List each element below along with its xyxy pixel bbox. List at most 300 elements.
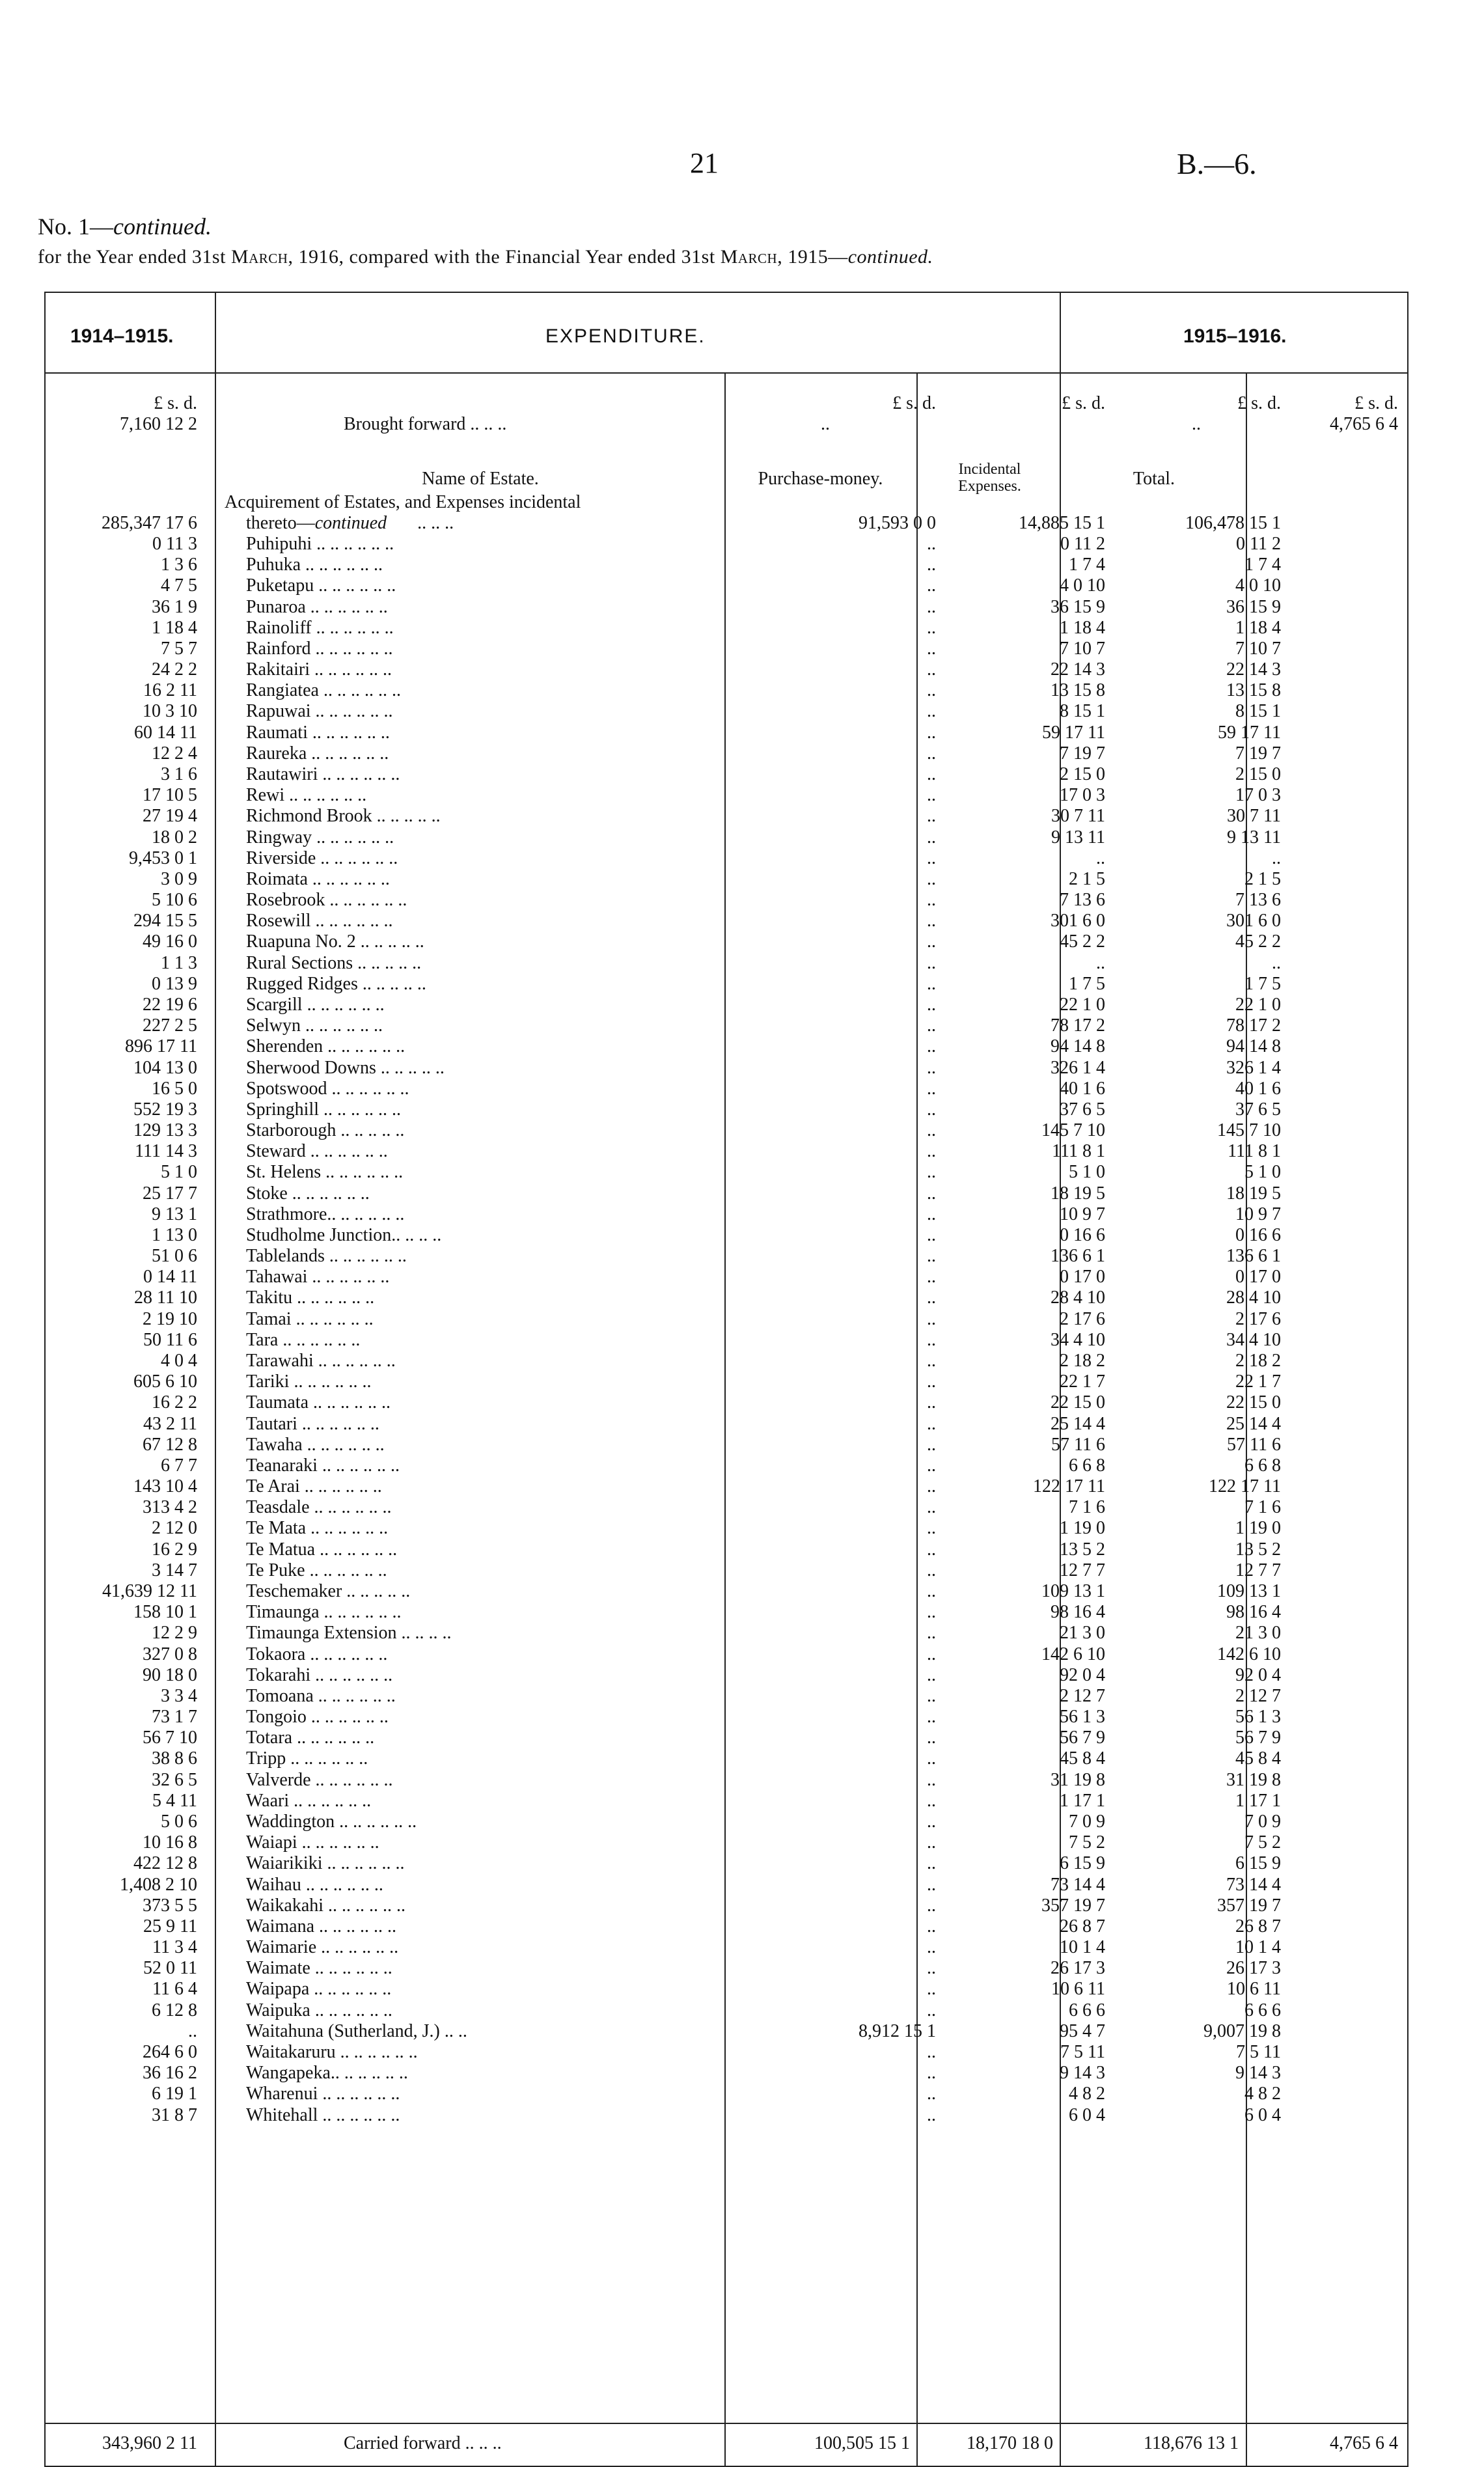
row-prev-value: 552 19 3 bbox=[133, 1099, 197, 1120]
row-total: 2 1 5 bbox=[1244, 868, 1281, 889]
row-estate-name: Waihau .. .. .. .. .. .. bbox=[246, 1874, 383, 1895]
row-purchase-money: .. bbox=[927, 1581, 936, 1601]
table-row bbox=[44, 1602, 1408, 1623]
table-row bbox=[44, 1665, 1408, 1686]
row-estate-name: Tripp .. .. .. .. .. .. bbox=[246, 1748, 368, 1769]
table-row bbox=[44, 2021, 1408, 2042]
row-estate-name: Teschemaker .. .. .. .. .. bbox=[246, 1581, 411, 1601]
row-estate-name: Taumata .. .. .. .. .. .. bbox=[246, 1392, 391, 1413]
row-incidental-expenses: 10 1 4 bbox=[1060, 1937, 1105, 1958]
row-total: 37 6 5 bbox=[1235, 1099, 1281, 1120]
row-estate-name: Valverde .. .. .. .. .. .. bbox=[246, 1769, 393, 1790]
row-estate-name: Springhill .. .. .. .. .. .. bbox=[246, 1099, 402, 1120]
row-incidental-expenses: 326 1 4 bbox=[1051, 1057, 1105, 1078]
row-purchase-money: .. bbox=[927, 617, 936, 638]
lsd-incidental: £ s. d. bbox=[1062, 393, 1105, 413]
row-total: 0 11 2 bbox=[1236, 534, 1281, 554]
row-incidental-expenses: 45 2 2 bbox=[1060, 931, 1105, 952]
row-incidental-expenses: 7 5 11 bbox=[1060, 2041, 1105, 2062]
row-purchase-money: .. bbox=[927, 638, 936, 659]
row-estate-name: Sherwood Downs .. .. .. .. .. bbox=[246, 1057, 445, 1078]
table-row bbox=[44, 1015, 1408, 1036]
row-incidental-expenses: 2 18 2 bbox=[1060, 1351, 1105, 1371]
row-purchase-money: .. bbox=[927, 1916, 936, 1936]
row-prev-value: 28 11 10 bbox=[134, 1288, 197, 1308]
row-incidental-expenses: 22 1 0 bbox=[1060, 994, 1105, 1015]
row-incidental-expenses: 9 14 3 bbox=[1060, 2063, 1105, 2084]
row-total: 357 19 7 bbox=[1217, 1895, 1281, 1916]
table-row bbox=[44, 1707, 1408, 1728]
row-estate-name: Roimata .. .. .. .. .. .. bbox=[246, 868, 390, 889]
carried-forward-incidental: 18,170 18 0 bbox=[967, 2433, 1053, 2453]
row-purchase-money: .. bbox=[927, 1769, 936, 1790]
row-purchase-money: .. bbox=[927, 659, 936, 680]
row-incidental-expenses: 1 7 5 bbox=[1069, 973, 1105, 994]
row-total: 2 18 2 bbox=[1235, 1351, 1281, 1371]
table-row bbox=[44, 1770, 1408, 1791]
table-row bbox=[44, 848, 1408, 869]
row-incidental-expenses: 6 6 8 bbox=[1069, 1455, 1105, 1476]
row-total: 6 0 4 bbox=[1244, 2104, 1281, 2125]
row-prev-value: 9 13 1 bbox=[152, 1204, 197, 1224]
row-prev-value: 373 5 5 bbox=[143, 1895, 197, 1916]
table-row bbox=[44, 890, 1408, 911]
row-total: 31 19 8 bbox=[1226, 1769, 1281, 1790]
table-row bbox=[44, 827, 1408, 848]
row-prev-value: 41,639 12 11 bbox=[102, 1581, 197, 1601]
row-estate-name: Rangiatea .. .. .. .. .. .. bbox=[246, 680, 401, 701]
row-prev-value: 6 19 1 bbox=[152, 2084, 197, 2104]
row-total: 122 17 11 bbox=[1209, 1476, 1281, 1497]
header-rule bbox=[44, 372, 1408, 374]
table-row bbox=[44, 1120, 1408, 1141]
row-purchase-money: .. bbox=[927, 973, 936, 994]
row-incidental-expenses: 13 15 8 bbox=[1051, 680, 1105, 701]
row-incidental-expenses: 30 7 11 bbox=[1051, 806, 1105, 827]
table-row bbox=[44, 2042, 1408, 2063]
row-prev-value: 1 1 3 bbox=[161, 952, 197, 973]
table-subtitle bbox=[38, 246, 933, 268]
row-incidental-expenses: 7 1 6 bbox=[1069, 1497, 1105, 1518]
row-incidental-expenses: 73 14 4 bbox=[1051, 1874, 1105, 1895]
row-purchase-money: .. bbox=[927, 1308, 936, 1329]
table-row bbox=[44, 1246, 1408, 1267]
row-estate-name: Rakitairi .. .. .. .. .. .. bbox=[246, 659, 392, 680]
subtitle-march-1: March bbox=[230, 246, 288, 268]
row-prev-value: 4 7 5 bbox=[161, 575, 197, 596]
row-total: 28 4 10 bbox=[1226, 1288, 1281, 1308]
row-purchase-money: .. bbox=[927, 1811, 936, 1832]
row-total: 1 7 4 bbox=[1244, 555, 1281, 575]
row-prev-value: 2 19 10 bbox=[143, 1308, 197, 1329]
row-incidental-expenses: 10 9 7 bbox=[1060, 1204, 1105, 1224]
row-estate-name: Rautawiri .. .. .. .. .. .. bbox=[246, 764, 400, 784]
table-row bbox=[44, 1979, 1408, 2000]
row-total: 26 8 7 bbox=[1235, 1916, 1281, 1936]
row-total: 45 8 4 bbox=[1235, 1748, 1281, 1769]
row-prev-value: 3 3 4 bbox=[161, 1685, 197, 1706]
row-total: 7 5 11 bbox=[1236, 2041, 1281, 2062]
row-prev-value: 3 14 7 bbox=[152, 1560, 197, 1580]
table-row bbox=[44, 1288, 1408, 1308]
row-total: 6 6 6 bbox=[1244, 2000, 1281, 2020]
row-prev-value: 11 3 4 bbox=[152, 1937, 197, 1958]
row-purchase-money: .. bbox=[927, 1685, 936, 1706]
row-prev-value: 10 3 10 bbox=[143, 701, 197, 722]
row-estate-name: Rapuwai .. .. .. .. .. .. bbox=[246, 701, 393, 722]
row-estate-name: Waiapi .. .. .. .. .. .. bbox=[246, 1832, 379, 1853]
row-total: 9,007 19 8 bbox=[1203, 2020, 1281, 2041]
row-total: 57 11 6 bbox=[1227, 1434, 1281, 1455]
row-prev-value: 11 6 4 bbox=[152, 1979, 197, 2000]
row-purchase-money: .. bbox=[927, 1413, 936, 1434]
row-purchase-money: .. bbox=[927, 1246, 936, 1267]
brought-forward-prev: 7,160 12 2 bbox=[120, 414, 197, 434]
row-total: 40 1 6 bbox=[1235, 1078, 1281, 1099]
row-purchase-money: .. bbox=[927, 2084, 936, 2104]
table-row bbox=[44, 1958, 1408, 1979]
row-purchase-money: .. bbox=[927, 1644, 936, 1664]
row-estate-name: Tablelands .. .. .. .. .. .. bbox=[246, 1246, 407, 1267]
row-purchase-money: .. bbox=[927, 680, 936, 701]
row-purchase-money: .. bbox=[927, 575, 936, 596]
row-purchase-money: .. bbox=[927, 701, 936, 722]
row-total: 34 4 10 bbox=[1226, 1329, 1281, 1350]
row-prev-value: 896 17 11 bbox=[125, 1036, 197, 1057]
row-prev-value: 22 19 6 bbox=[143, 994, 197, 1015]
row-incidental-expenses: 31 19 8 bbox=[1051, 1769, 1105, 1790]
row-incidental-expenses: .. bbox=[1096, 848, 1105, 868]
table-row bbox=[44, 1812, 1408, 1832]
row-incidental-expenses: .. bbox=[1096, 952, 1105, 973]
row-incidental-expenses: 18 19 5 bbox=[1051, 1183, 1105, 1204]
row-prev-value: 1 18 4 bbox=[152, 617, 197, 638]
lsd-total: £ s. d. bbox=[1237, 393, 1281, 413]
heading-incidental: 14,885 15 1 bbox=[1019, 513, 1105, 533]
row-incidental-expenses: 95 4 7 bbox=[1060, 2020, 1105, 2041]
table-row bbox=[44, 1581, 1408, 1602]
row-estate-name: Waddington .. .. .. .. .. .. bbox=[246, 1811, 417, 1832]
col-header-incidental bbox=[923, 461, 1056, 495]
row-prev-value: 3 0 9 bbox=[161, 868, 197, 889]
table-row bbox=[44, 1371, 1408, 1392]
carried-forward-prev: 343,960 2 11 bbox=[102, 2433, 197, 2453]
row-purchase-money: .. bbox=[927, 890, 936, 911]
row-estate-name: Tahawai .. .. .. .. .. .. bbox=[246, 1267, 390, 1288]
row-estate-name: Steward .. .. .. .. .. .. bbox=[246, 1141, 388, 1162]
row-total: 301 6 0 bbox=[1226, 911, 1281, 931]
table-row bbox=[44, 1728, 1408, 1748]
row-prev-value: 52 0 11 bbox=[143, 1958, 197, 1979]
row-total: 2 12 7 bbox=[1235, 1685, 1281, 1706]
row-total: 1 17 1 bbox=[1235, 1790, 1281, 1811]
col-header-incidental-line2: Expenses. bbox=[958, 478, 1021, 495]
row-purchase-money: .. bbox=[927, 806, 936, 827]
expenditure-table bbox=[44, 292, 1408, 2453]
brought-forward-label: Brought forward .. .. .. bbox=[344, 414, 507, 434]
carried-forward-purchase: 100,505 15 1 bbox=[814, 2433, 910, 2453]
heading-purchase: 91,593 0 0 bbox=[859, 513, 936, 533]
row-incidental-expenses: 1 18 4 bbox=[1060, 617, 1105, 638]
table-row bbox=[44, 1895, 1408, 1916]
table-row bbox=[44, 1455, 1408, 1476]
row-total: 92 0 4 bbox=[1235, 1664, 1281, 1685]
row-incidental-expenses: 22 1 7 bbox=[1060, 1371, 1105, 1392]
table-row bbox=[44, 701, 1408, 722]
row-purchase-money: .. bbox=[927, 2000, 936, 2020]
row-total: 0 17 0 bbox=[1235, 1267, 1281, 1288]
row-purchase-money: .. bbox=[927, 1790, 936, 1811]
table-row bbox=[44, 1141, 1408, 1162]
table-row bbox=[44, 659, 1408, 680]
row-estate-name: Tamai .. .. .. .. .. .. bbox=[246, 1308, 374, 1329]
row-total: 7 5 2 bbox=[1244, 1832, 1281, 1853]
row-total: 2 17 6 bbox=[1235, 1308, 1281, 1329]
row-incidental-expenses: 26 8 7 bbox=[1060, 1916, 1105, 1936]
row-incidental-expenses: 1 7 4 bbox=[1069, 555, 1105, 575]
table-row bbox=[44, 1414, 1408, 1435]
row-purchase-money: .. bbox=[927, 2041, 936, 2062]
row-total: 7 10 7 bbox=[1235, 638, 1281, 659]
row-incidental-expenses: 56 1 3 bbox=[1060, 1707, 1105, 1728]
row-purchase-money: .. bbox=[927, 994, 936, 1015]
subtitle-continued: continued. bbox=[847, 246, 933, 268]
row-incidental-expenses: 7 5 2 bbox=[1069, 1832, 1105, 1853]
row-estate-name: Whitehall .. .. .. .. .. .. bbox=[246, 2104, 400, 2125]
row-purchase-money: .. bbox=[927, 1853, 936, 1874]
row-total: 1 19 0 bbox=[1235, 1518, 1281, 1539]
row-incidental-expenses: 4 0 10 bbox=[1060, 575, 1105, 596]
row-purchase-money: .. bbox=[927, 1434, 936, 1455]
brought-forward-total: .. bbox=[1192, 414, 1201, 434]
row-prev-value: 73 1 7 bbox=[152, 1707, 197, 1728]
row-incidental-expenses: 13 5 2 bbox=[1060, 1539, 1105, 1560]
row-purchase-money: .. bbox=[927, 911, 936, 931]
table-row bbox=[44, 1435, 1408, 1455]
table-row bbox=[44, 764, 1408, 785]
row-purchase-money: .. bbox=[927, 1162, 936, 1183]
table-reference-prefix: No. 1— bbox=[38, 214, 113, 240]
document-code: B.—6. bbox=[1177, 147, 1257, 180]
row-prev-value: 158 10 1 bbox=[133, 1602, 197, 1623]
row-purchase-money: .. bbox=[927, 1455, 936, 1476]
row-prev-value: 12 2 4 bbox=[152, 743, 197, 764]
row-purchase-money: .. bbox=[927, 1518, 936, 1539]
row-estate-name: Te Mata .. .. .. .. .. .. bbox=[246, 1518, 389, 1539]
row-incidental-expenses: 57 11 6 bbox=[1051, 1434, 1105, 1455]
row-estate-name: Rewi .. .. .. .. .. .. bbox=[246, 785, 367, 806]
row-purchase-money: .. bbox=[927, 1958, 936, 1979]
row-total: 7 1 6 bbox=[1244, 1497, 1281, 1518]
subtitle-part-a: for the Year ended 31st bbox=[38, 246, 231, 268]
row-purchase-money: .. bbox=[927, 1267, 936, 1288]
table-reference bbox=[38, 213, 212, 240]
row-purchase-money: .. bbox=[927, 1937, 936, 1958]
row-purchase-money: .. bbox=[927, 1874, 936, 1895]
row-estate-name: Riverside .. .. .. .. .. .. bbox=[246, 848, 398, 868]
row-prev-value: 111 14 3 bbox=[135, 1141, 197, 1162]
row-incidental-expenses: 7 19 7 bbox=[1060, 743, 1105, 764]
row-incidental-expenses: 6 0 4 bbox=[1069, 2104, 1105, 2125]
row-total: 7 0 9 bbox=[1244, 1811, 1281, 1832]
row-prev-value: 327 0 8 bbox=[143, 1644, 197, 1664]
row-prev-value: 38 8 6 bbox=[152, 1748, 197, 1769]
row-estate-name: Tawaha .. .. .. .. .. .. bbox=[246, 1434, 385, 1455]
row-purchase-money: 8,912 15 1 bbox=[859, 2020, 936, 2041]
row-estate-name: Starborough .. .. .. .. .. bbox=[246, 1120, 405, 1141]
row-purchase-money: .. bbox=[927, 1602, 936, 1623]
row-prev-value: 51 0 6 bbox=[152, 1246, 197, 1267]
row-prev-value: 264 6 0 bbox=[143, 2041, 197, 2062]
row-incidental-expenses: 142 6 10 bbox=[1041, 1644, 1105, 1664]
row-total: 9 14 3 bbox=[1235, 2063, 1281, 2084]
row-prev-value: 49 16 0 bbox=[143, 931, 197, 952]
table-row bbox=[44, 1099, 1408, 1120]
table-row bbox=[44, 618, 1408, 639]
row-total: 10 1 4 bbox=[1235, 1937, 1281, 1958]
row-estate-name: Rugged Ridges .. .. .. .. .. bbox=[246, 973, 426, 994]
row-estate-name: Waipapa .. .. .. .. .. .. bbox=[246, 1979, 392, 2000]
row-purchase-money: .. bbox=[927, 1560, 936, 1580]
row-incidental-expenses: 0 16 6 bbox=[1060, 1224, 1105, 1245]
row-total: 7 13 6 bbox=[1235, 890, 1281, 911]
row-estate-name: Rainoliff .. .. .. .. .. .. bbox=[246, 617, 394, 638]
table-row bbox=[44, 1058, 1408, 1079]
subtitle-part-c: , 1915— bbox=[777, 246, 848, 268]
table-row bbox=[44, 1539, 1408, 1560]
row-purchase-money: .. bbox=[927, 1707, 936, 1728]
row-incidental-expenses: 22 14 3 bbox=[1051, 659, 1105, 680]
table-row bbox=[44, 723, 1408, 743]
table-row bbox=[44, 1644, 1408, 1665]
row-estate-name: Tautari .. .. .. .. .. .. bbox=[246, 1413, 379, 1434]
row-estate-name: Rainford .. .. .. .. .. .. bbox=[246, 638, 393, 659]
row-estate-name: Waitahuna (Sutherland, J.) .. .. bbox=[246, 2020, 467, 2041]
row-estate-name: Raureka .. .. .. .. .. .. bbox=[246, 743, 389, 764]
row-prev-value: 50 11 6 bbox=[143, 1329, 197, 1350]
row-incidental-expenses: 301 6 0 bbox=[1051, 911, 1105, 931]
row-purchase-money: .. bbox=[927, 1015, 936, 1036]
row-estate-name: Waari .. .. .. .. .. .. bbox=[246, 1790, 372, 1811]
row-prev-value: 9,453 0 1 bbox=[129, 848, 197, 868]
row-estate-name: Te Puke .. .. .. .. .. .. bbox=[246, 1560, 387, 1580]
row-incidental-expenses: 5 1 0 bbox=[1069, 1162, 1105, 1183]
row-purchase-money: .. bbox=[927, 1728, 936, 1748]
row-incidental-expenses: 25 14 4 bbox=[1051, 1413, 1105, 1434]
row-total: 2 15 0 bbox=[1235, 764, 1281, 784]
col-header-name: Name of Estate. bbox=[422, 469, 539, 489]
heading-prev: 285,347 17 6 bbox=[102, 513, 197, 533]
row-estate-name: Ruapuna No. 2 .. .. .. .. .. bbox=[246, 931, 424, 952]
row-estate-name: Teanaraki .. .. .. .. .. .. bbox=[246, 1455, 400, 1476]
row-incidental-expenses: 1 19 0 bbox=[1060, 1518, 1105, 1539]
row-estate-name: Waipuka .. .. .. .. .. .. bbox=[246, 2000, 392, 2020]
table-row bbox=[44, 1791, 1408, 1812]
table-row bbox=[44, 1748, 1408, 1769]
row-estate-name: Waikakahi .. .. .. .. .. .. bbox=[246, 1895, 406, 1916]
row-estate-name: Rosebrook .. .. .. .. .. .. bbox=[246, 890, 407, 911]
row-prev-value: 32 6 5 bbox=[152, 1769, 197, 1790]
row-prev-value: 16 2 9 bbox=[152, 1539, 197, 1560]
row-prev-value: 3 1 6 bbox=[161, 764, 197, 784]
table-row bbox=[44, 1497, 1408, 1518]
row-estate-name: Tongoio .. .. .. .. .. .. bbox=[246, 1707, 389, 1728]
row-purchase-money: .. bbox=[927, 722, 936, 743]
row-purchase-money: .. bbox=[927, 1078, 936, 1099]
row-estate-name: Richmond Brook .. .. .. .. .. bbox=[246, 806, 441, 827]
table-row bbox=[44, 2105, 1408, 2126]
row-prev-value: 5 1 0 bbox=[161, 1162, 197, 1183]
totals-top-rule bbox=[44, 2423, 1408, 2424]
carried-forward-total: 118,676 13 1 bbox=[1144, 2433, 1239, 2453]
row-total: 1 18 4 bbox=[1235, 617, 1281, 638]
page-number: 21 bbox=[690, 147, 719, 179]
row-estate-name: Studholme Junction.. .. .. .. bbox=[246, 1224, 442, 1245]
row-total: 142 6 10 bbox=[1217, 1644, 1281, 1664]
row-total: 59 17 11 bbox=[1218, 722, 1281, 743]
row-incidental-expenses: 56 7 9 bbox=[1060, 1728, 1105, 1748]
table-row bbox=[44, 1351, 1408, 1371]
row-estate-name: Punaroa .. .. .. .. .. .. bbox=[246, 596, 388, 617]
row-total: .. bbox=[1272, 952, 1281, 973]
row-total: 36 15 9 bbox=[1226, 596, 1281, 617]
row-total: 9 13 11 bbox=[1227, 827, 1281, 848]
row-total: 73 14 4 bbox=[1226, 1874, 1281, 1895]
table-row bbox=[44, 1916, 1408, 1937]
row-total: 25 14 4 bbox=[1226, 1413, 1281, 1434]
subtitle-part-b: , 1916, compared with the Financial Year ended 31st bbox=[288, 246, 721, 268]
row-estate-name: Rural Sections .. .. .. .. .. bbox=[246, 952, 422, 973]
row-estate-name: Selwyn .. .. .. .. .. .. bbox=[246, 1015, 383, 1036]
row-total: 136 6 1 bbox=[1226, 1246, 1281, 1267]
row-estate-name: Ringway .. .. .. .. .. .. bbox=[246, 827, 394, 848]
table-row bbox=[44, 1832, 1408, 1853]
row-total: 98 16 4 bbox=[1226, 1602, 1281, 1623]
row-total: 22 1 7 bbox=[1235, 1371, 1281, 1392]
row-incidental-expenses: 1 17 1 bbox=[1060, 1790, 1105, 1811]
row-total: 94 14 8 bbox=[1226, 1036, 1281, 1057]
row-incidental-expenses: 40 1 6 bbox=[1060, 1078, 1105, 1099]
lsd-purchase: £ s. d. bbox=[892, 393, 936, 413]
table-row bbox=[44, 785, 1408, 806]
row-incidental-expenses: 4 8 2 bbox=[1069, 2084, 1105, 2104]
row-prev-value: .. bbox=[188, 2020, 197, 2041]
row-total: 326 1 4 bbox=[1226, 1057, 1281, 1078]
row-prev-value: 0 13 9 bbox=[152, 973, 197, 994]
row-total: 18 19 5 bbox=[1226, 1183, 1281, 1204]
row-total: 145 7 10 bbox=[1217, 1120, 1281, 1141]
col-header-purchase: Purchase-money. bbox=[758, 469, 883, 489]
row-estate-name: Scargill .. .. .. .. .. .. bbox=[246, 994, 385, 1015]
row-prev-value: 12 2 9 bbox=[152, 1623, 197, 1644]
row-total: 17 0 3 bbox=[1235, 785, 1281, 806]
carried-forward-extra: 4,765 6 4 bbox=[1330, 2433, 1398, 2453]
table-row bbox=[44, 1686, 1408, 1707]
row-total: 78 17 2 bbox=[1226, 1015, 1281, 1036]
row-incidental-expenses: 136 6 1 bbox=[1051, 1246, 1105, 1267]
row-estate-name: Takitu .. .. .. .. .. .. bbox=[246, 1288, 375, 1308]
row-purchase-money: .. bbox=[927, 1120, 936, 1141]
table-row bbox=[44, 2063, 1408, 2084]
year-curr-header: 1915–1916. bbox=[1183, 325, 1287, 347]
row-purchase-money: .. bbox=[927, 534, 936, 554]
row-prev-value: 16 2 2 bbox=[152, 1392, 197, 1413]
row-prev-value: 25 17 7 bbox=[143, 1183, 197, 1204]
row-incidental-expenses: 7 10 7 bbox=[1060, 638, 1105, 659]
row-prev-value: 25 9 11 bbox=[143, 1916, 197, 1936]
row-purchase-money: .. bbox=[927, 1832, 936, 1853]
row-estate-name: Totara .. .. .. .. .. .. bbox=[246, 1728, 375, 1748]
